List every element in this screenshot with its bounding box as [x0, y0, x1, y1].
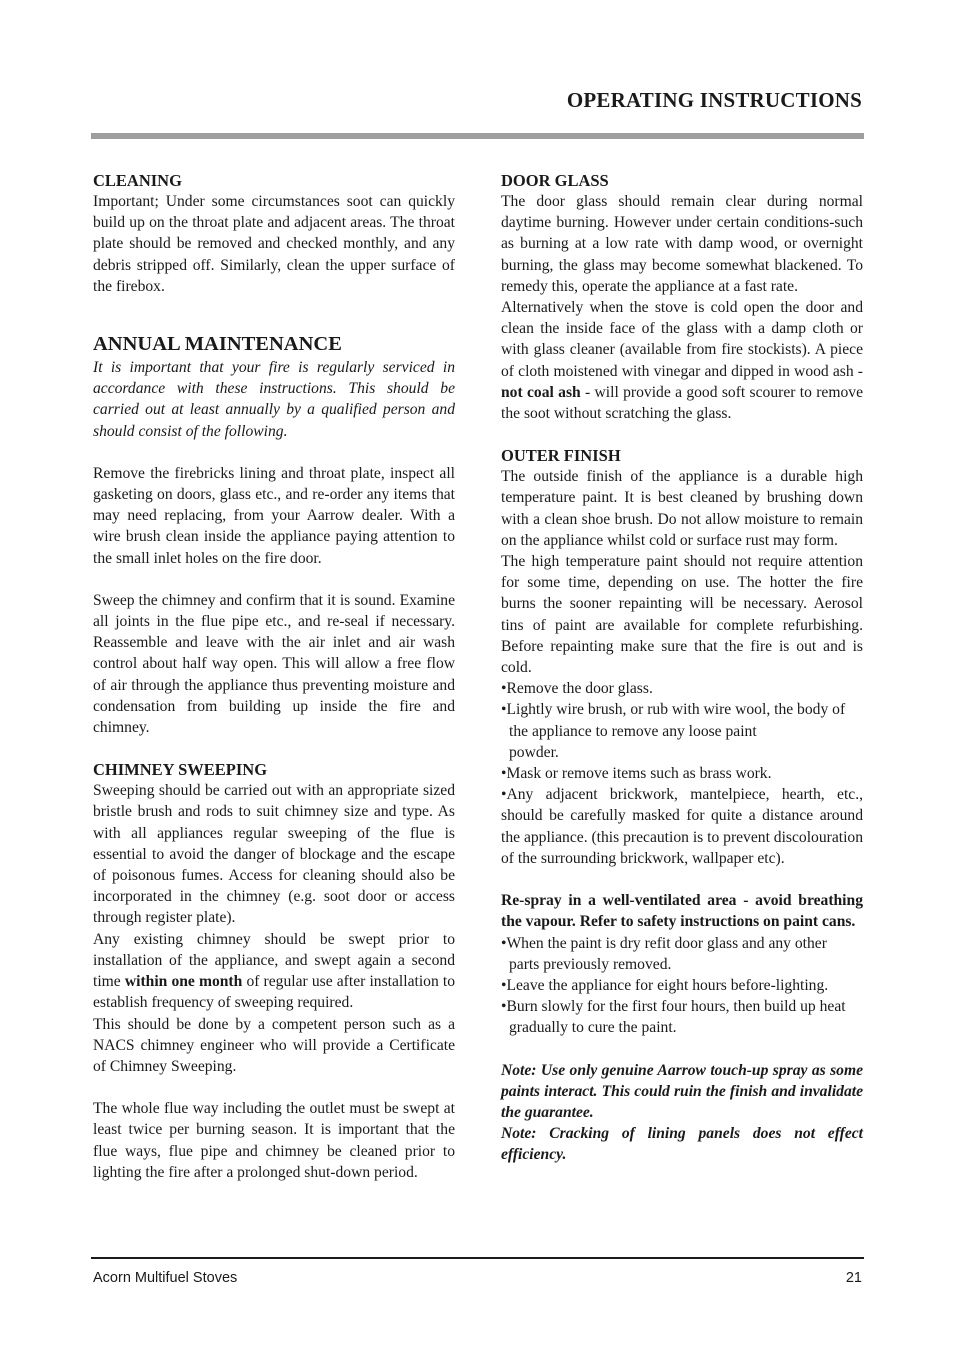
page-number: 21 [845, 1270, 862, 1286]
emphasis-within-one-month: within one month [124, 973, 243, 991]
list-item-continuation: parts previously removed. [509, 955, 672, 973]
list-item: •Remove the door glass. [501, 680, 653, 698]
list-item: •Burn slowly for the first four hours, then build up heat [501, 998, 846, 1016]
list-item: •When the paint is dry refit door glass and any other [501, 934, 827, 952]
door-glass-section [501, 170, 863, 424]
top-divider [91, 133, 864, 139]
outer-finish-paragraph-2: The high temperature paint should not require attention for some time, depending on use. The hotter the fire burns the sooner repainting will be necessary. Aerosol tins of paint are available for complete refurbishing. Before repainting make sure that the fire is out and is cold. [501, 553, 863, 677]
cleaning-text: Important; Under some circumstances soot can quickly build up on the throat plate and adjacent areas. The throat plate should be removed and checked monthly, and any debris stripped off. Similarly, clean the upper surface of the firebox. [93, 193, 455, 295]
list-item-continuation: gradually to cure the paint. [509, 1019, 677, 1037]
door-glass-paragraph-1: The door glass should remain clear during normal daytime burning. However under certain conditions-such as burning at a low rate with damp wood, or overnight burning, the glass may become somewhat blackened. To remedy this, operate the appliance at a fast rate. [501, 193, 863, 295]
annual-maintenance-paragraph-2: Sweep the chimney and confirm that it is sound. Examine all joints in the flue pipe etc., and re-seal if necessary. Reassemble and leave with the air inlet and air wash control about half way open. This will allow a free flow of air through the appliance thus preventing moisture and condensation from building up inside the fire and chimney. [93, 591, 455, 737]
chimney-sweeping-paragraph-4: The whole flue way including the outlet must be swept at least twice per burning season. It is important that the flue ways, flue pipe and chimney be cleaned prior to lighting the fire after a prolonged shut-down period. [93, 1100, 455, 1181]
bottom-divider [91, 1257, 864, 1259]
door-glass-heading: DOOR GLASS [501, 171, 609, 190]
outer-finish-heading: OUTER FINISH [501, 446, 621, 466]
note-genuine-spray: Note: Use only genuine Aarrow touch-up spray as some paints interact. This could ruin the finish and invalidate the guarantee. [501, 1061, 863, 1121]
left-column [93, 170, 455, 1183]
chimney-sweeping-heading: CHIMNEY SWEEPING [93, 760, 268, 780]
outer-finish-paragraph-1: The outside finish of the appliance is a durable high temperature paint. It is best cleaned by brushing down with a clean shoe brush. Do not allow moisture to remain on the appliance whilst cold or surface rust may form. [501, 468, 863, 549]
list-item: •Any adjacent brickwork, mantelpiece, hearth, etc., should be carefully masked for quite a distance around the appliance. (this precaution is to prevent discolouration of the surrounding brickwork, wallpaper etc). [501, 786, 864, 867]
chimney-sweeping-paragraph-1: Sweeping should be carried out with an appropriate sized bristle brush and rods to suit chimney size and type. As with all appliances regular sweeping of the flue is essential to avoid the danger of blockage and the escape of poisonous fumes. Access for cleaning should also be incorporated in the chimney (e.g. soot door or access through register plate). [93, 782, 455, 927]
annual-maintenance-intro: It is important that your fire is regularly serviced in accordance with these instructions. This should be carried out at least annually by a qualified person and should consist of the following. [93, 359, 455, 440]
annual-maintenance-paragraph-1: Remove the firebricks lining and throat plate, inspect all gasketing on doors, glass etc., and re-order any items that may need replacing, from your Aarrow dealer. With a wire brush clean inside the appliance paying attention to the small inlet holes on the fire door. [93, 464, 455, 567]
footer-product-name: Acorn Multifuel Stoves [93, 1270, 238, 1286]
note-lining-panels: Note: Cracking of lining panels does not effect efficiency. [501, 1125, 863, 1164]
cleaning-section [93, 170, 455, 297]
annual-maintenance-heading: ANNUAL MAINTENANCE [93, 333, 342, 356]
annual-maintenance-section [93, 331, 455, 738]
chimney-sweeping-paragraph-3: This should be done by a competent person such as a NACS chimney engineer who will provide a Certificate of Chimney Sweeping. [93, 1015, 455, 1075]
list-item-continuation: the appliance to remove any loose paint [509, 722, 757, 740]
door-glass-paragraph-2: Alternatively when the stove is cold open the door and clean the inside face of the glass with a damp cloth or with glass cleaner (available from fire stockists). A piece of cloth moistened with vinegar and dipped in wood ash - not coal ash - will provide a good soft scourer to remove the soot without scratching the glass. [501, 299, 863, 423]
page-title: OPERATING INSTRUCTIONS [566, 88, 862, 112]
chimney-sweeping-section [93, 759, 455, 1183]
respray-warning: Re-spray in a well-ventilated area - avoid breathing the vapour. Refer to safety instructions on paint cans. [501, 892, 863, 931]
right-column [501, 170, 863, 1166]
outer-finish-section [501, 445, 863, 1165]
list-item-continuation: powder. [509, 743, 559, 761]
list-item: •Leave the appliance for eight hours before-lighting. [501, 976, 829, 994]
chimney-sweeping-paragraph-2: Any existing chimney should be swept prior to installation of the appliance, and swept again a second time within one month of regular use after installation to establish frequency of sweeping required. [93, 930, 456, 1012]
emphasis-not-coal-ash: not coal ash [501, 383, 581, 401]
cleaning-heading: CLEANING [93, 171, 182, 190]
list-item: •Lightly wire brush, or rub with wire wool, the body of [501, 701, 846, 719]
list-item: •Mask or remove items such as brass work. [501, 765, 772, 783]
